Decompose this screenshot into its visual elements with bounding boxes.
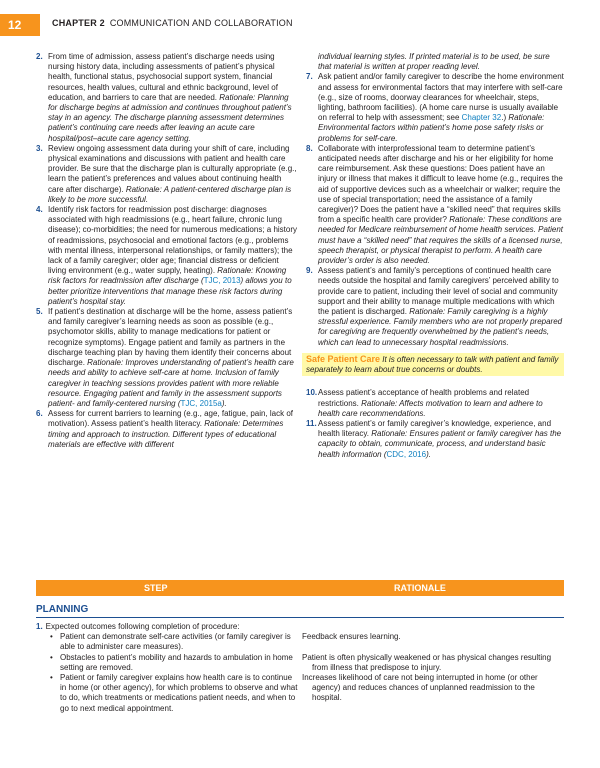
table-row xyxy=(36,653,564,673)
step-item-4 xyxy=(36,205,298,307)
step-item-11 xyxy=(306,419,564,460)
chapter-name: COMMUNICATION AND COLLABORATION xyxy=(109,18,293,28)
planning-step-1 xyxy=(36,622,564,632)
step-rationale: Rationale: Ensures patient or family caregiver has the capacity to obtain, communicate, process, and understand basic health information ( xyxy=(318,429,562,459)
step-number: 2. xyxy=(36,52,43,61)
step-rationale: Rationale: Environmental factors within patient’s home pose safety risks or problems for self-care. xyxy=(318,113,545,143)
bullet: • xyxy=(50,632,53,642)
step-rationale-end: ) allows you to better prioritize interventions that manage these risk factors during patient’s hospital stay. xyxy=(48,276,292,306)
planning-table xyxy=(36,622,564,714)
step-number: 1. xyxy=(36,622,43,631)
row-step: Obstacles to patient’s mobility and hazards to ambulation in home setting are removed. xyxy=(60,652,293,672)
step-rationale: Rationale: Determines timing and approach to instruction. Different types of educational materials are effective with different xyxy=(48,419,284,449)
row-rationale: Patient is often physically weakened or has physical changes resulting from illness that predispose to injury. xyxy=(302,652,552,672)
table-row xyxy=(36,673,564,714)
step-item-6 xyxy=(36,409,298,450)
bullet: • xyxy=(50,652,53,662)
step-text: Review ongoing assessment data during your shift of care, including physical examinations and discussions with patient and health care provider. Be sure that the discharge plan is culturally appropriate (e.g., learn the patient’s preferences and values about continuing health care after discharge). xyxy=(48,143,297,194)
step-number: 11. xyxy=(306,418,317,428)
step-item-5 xyxy=(36,307,298,409)
rationale-column-header: RATIONALE xyxy=(394,583,446,593)
step-item-9 xyxy=(306,266,564,348)
citation-link[interactable]: TJC, 2013 xyxy=(203,276,241,286)
step-rationale: Rationale: Knowing risk factors for readmission after discharge ( xyxy=(48,266,287,286)
step-intro: Expected outcomes following completion of procedure: xyxy=(45,622,240,631)
step-number: 7. xyxy=(306,72,313,82)
step-rationale: Rationale: Improves understanding of patient’s health care needs and ability to achieve self-care at home. Inclusion of family caregiver in teaching sessions provides patient with more reliable resource. Engaging patient and family in the assessment supports patient- and family-centered nursing ( xyxy=(48,358,294,408)
alert-text: It is often necessary to talk with patient and family separately to learn about true concerns or doubts. xyxy=(306,354,559,375)
step-number: 6. xyxy=(36,409,43,419)
step-rationale-table-header xyxy=(36,580,564,596)
step-rationale: Rationale: Family caregiving is a highly stressful experience. Family members who are not properly prepared for caregiving are frequently overwhelmed by the patient’s needs, which can lead to unnecessary hospital readmissions. xyxy=(318,307,563,347)
step-item-3 xyxy=(36,144,298,205)
step-number: 5. xyxy=(36,307,43,317)
step-text: Assess patient’s and family’s perceptions of continued health care needs outside the hospital and family caregivers’ perceived ability to provide care to patient, including their level of social and community support and their ability to manage multiple medications with which the patient is discharged. xyxy=(318,266,559,317)
step-rationale: Rationale: These conditions are needed for Medicare reimbursement of home health services. Patient must have a “skilled need” that requires the skills of a licensed nurse, speech therapist, or physical therapist to perform. A health care provider’s order is also needed. xyxy=(318,215,564,266)
chapter-link[interactable]: Chapter 32 xyxy=(461,113,502,123)
step-number: 4. xyxy=(36,205,43,215)
step-text: Collaborate with interprofessional team to determine patient’s anticipated needs after discharge and his or her eligibility for home care reimbursement. Ask these questions: Does patient have an injury or illness that makes it difficult to leave home (e.g., requires the aid of supportive devices such as a wheelchair or walker; require the use of special transportation; need the assistance of a family caregiver)? Does the patient have a “skilled need” that requires skills from a specific health care provider? xyxy=(318,143,563,225)
step-6-continuation: individual learning styles. If printed material is to be used, be sure that material is written at proper reading level. xyxy=(318,52,550,72)
step-number: 9. xyxy=(306,266,313,276)
step-number: 8. xyxy=(306,143,313,153)
step-item-8 xyxy=(306,144,564,266)
step-rationale-end: ). xyxy=(426,449,431,459)
step-item-10 xyxy=(306,388,564,419)
step-number: 3. xyxy=(36,143,43,153)
step-text: If patient’s destination at discharge will be the home, assess patient’s and family caregiver’s learning needs as soon as possible (e.g., psychomotor skills, ability to manage medications for patient or recognize symptoms). Engage patient and family as partners in the discharge teaching plan by having them identify their concerns about discharge. xyxy=(48,307,293,368)
planning-section-title: PLANNING xyxy=(36,604,564,618)
step-rationale: Rationale: A patient-centered discharge plan is likely to be more successful. xyxy=(48,184,292,204)
left-column xyxy=(36,52,298,450)
row-rationale: Feedback ensures learning. xyxy=(302,632,401,642)
step-text: Assess for current barriers to learning (e.g., age, fatigue, pain, lack of motivation). Assess patient’s health literacy. xyxy=(48,409,294,429)
step-item-2 xyxy=(36,52,298,144)
step-text: Identify risk factors for readmission post discharge: diagnoses associated with high readmissions (e.g., heart failure, chronic lung disease); co-morbidities; the need for numerous medications; a history of readmissions, psychosocial and emotional factors (e.g., problems with mental illness, interpersonal relationships, or family matters); the lack of a family caregiver; older age; financial distress or deficient living environment (e.g., water supply, heating). xyxy=(48,205,298,276)
step-item-7 xyxy=(306,72,564,143)
step-column-header: STEP xyxy=(144,583,168,593)
table-row xyxy=(36,632,564,652)
chapter-title xyxy=(52,18,293,28)
row-step: Patient can demonstrate self-care activities (or family caregiver is able to administer care measures). xyxy=(60,632,291,652)
citation-link[interactable]: TJC, 2015a xyxy=(180,398,222,408)
step-text: Assess patient’s acceptance of health problems and related restrictions. xyxy=(318,388,530,408)
bullet: • xyxy=(50,673,53,683)
page-header xyxy=(0,0,600,36)
page-number: 12 xyxy=(0,14,40,36)
step-number: 10. xyxy=(306,388,318,398)
alert-title: Safe Patient Care xyxy=(306,353,381,364)
chapter-label: CHAPTER 2 xyxy=(52,18,105,28)
step-rationale-end: ). xyxy=(221,398,227,408)
step-text-end: .) xyxy=(501,113,507,123)
row-rationale: Increases likelihood of care not being interrupted in home (or other agency) and reduces chances of unplanned readmission to the hospital. xyxy=(302,673,538,703)
step-text: Ask patient and/or family caregiver to describe the home environment and assess for environmental factors that may interfere with self-care (e.g., size of rooms, doorway clearances for wheelchair, steps, lighting, bathroom facilities). (A home care nurse is usually available on referral to help with assessment; see xyxy=(318,72,564,123)
step-rationale: Rationale: Affects motivation to learn and adhere to health care recommendations. xyxy=(318,398,543,418)
safe-patient-care-alert xyxy=(302,353,564,376)
step-text: Assess patient’s or family caregiver’s knowledge, experience, and health literacy. xyxy=(318,418,552,439)
right-column xyxy=(306,52,564,460)
citation-link[interactable]: CDC, 2016 xyxy=(386,449,427,459)
step-rationale: Rationale: Planning for discharge begins at admission and continues throughout patient’s stay in an agency. The discharge planning assessment determines patient’s continuing care needs after leaving an acute care hospital/post–acute care agency setting. xyxy=(48,92,292,143)
row-step: Patient or family caregiver explains how health care is to continue in home (or other agency), for which problems to observe and what to do, which treatments or medications patient needs, and when to go to next medical appointment. xyxy=(60,673,298,713)
step-text: From time of admission, assess patient’s discharge needs using nursing history data, including assessments of patient’s physical health, functional status, psychosocial support system, financial resources, health values, cultural and ethnic background, level of education, and barriers to care that are needed. xyxy=(48,52,278,102)
